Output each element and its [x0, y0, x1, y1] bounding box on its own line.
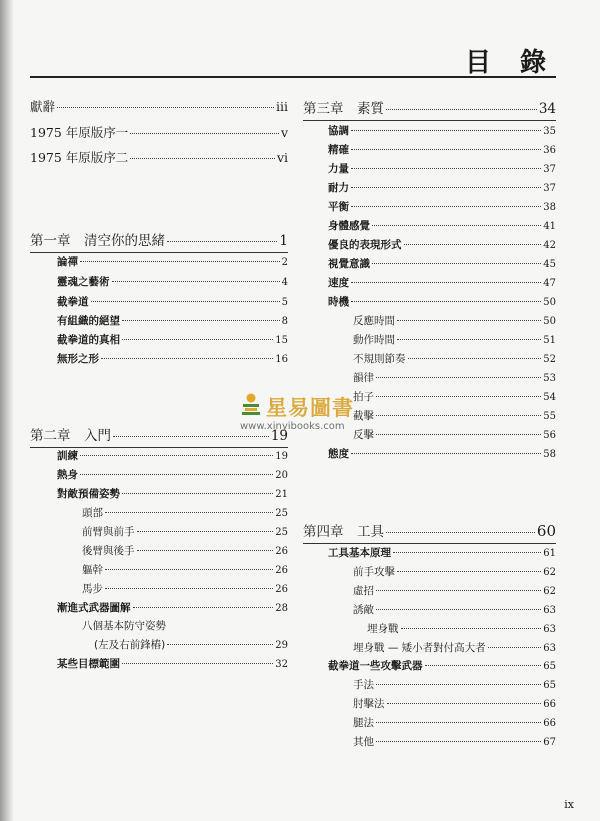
- dot-leader: [122, 663, 273, 664]
- toc-entry-label: 第四章 工具: [303, 524, 384, 540]
- toc-entry-label: 視覺意識: [328, 258, 370, 270]
- dot-leader: [376, 396, 541, 397]
- dot-leader: [351, 301, 541, 302]
- toc-entry-page: 66: [543, 699, 556, 710]
- dot-leader: [105, 512, 273, 513]
- toc-entry-sec: [57, 486, 288, 501]
- book-spine-shadow: [0, 0, 14, 821]
- dot-leader: [167, 241, 277, 242]
- toc-entry-label: 時機: [328, 296, 349, 308]
- toc-entry-page: iii: [276, 99, 288, 114]
- toc-entry-sub: [82, 524, 288, 539]
- toc-entry-label: 拍子: [353, 391, 374, 403]
- toc-entry-page: 16: [275, 354, 288, 365]
- toc-entry-label: 第二章 入門: [30, 428, 111, 444]
- toc-entry-label: 截拳道的真相: [57, 334, 120, 346]
- dot-leader: [351, 282, 541, 283]
- toc-entry-page: 37: [543, 183, 556, 194]
- toc-entry-page: 26: [275, 584, 288, 595]
- toc-entry-page: 15: [275, 335, 288, 346]
- toc-entry-label: 八個基本防守姿勢: [82, 620, 166, 632]
- toc-entry-sub: [367, 621, 556, 636]
- toc-entry-sub: [353, 715, 556, 730]
- toc-entry-sec: [328, 180, 556, 195]
- dot-leader: [488, 647, 542, 648]
- dot-leader: [130, 133, 279, 134]
- toc-entry-sub: [353, 583, 556, 598]
- toc-entry-page: 19: [275, 451, 288, 462]
- dot-leader: [397, 320, 541, 321]
- toc-entry-page: 54: [543, 392, 556, 403]
- toc-entry-sec: [328, 294, 556, 309]
- dot-leader: [387, 703, 542, 704]
- page-number: ix: [564, 798, 574, 811]
- toc-entry-sub: [353, 389, 556, 404]
- dot-leader: [376, 741, 541, 742]
- toc-entry-sub: [353, 351, 556, 366]
- toc-entry-label: 無形之形: [57, 353, 99, 365]
- toc-entry-label: 有組織的絕望: [57, 315, 120, 327]
- toc-entry-sec: [57, 294, 288, 309]
- toc-entry-sub: [353, 564, 556, 579]
- toc-entry-sub: [94, 637, 288, 652]
- toc-entry-sec: [57, 351, 288, 366]
- toc-entry-label: 埋身戰 — 矮小者對付高大者: [353, 642, 486, 654]
- toc-entry-sub: [82, 505, 288, 520]
- toc-entry-page: 37: [543, 164, 556, 175]
- dot-leader: [137, 531, 274, 532]
- toc-entry-page: 63: [543, 624, 556, 635]
- toc-entry-page: 21: [275, 489, 288, 500]
- dot-leader: [404, 244, 542, 245]
- toc-entry-page: 19: [270, 428, 288, 444]
- toc-entry-sec: [328, 218, 556, 233]
- dot-leader: [130, 158, 275, 159]
- toc-entry-sub: [353, 734, 556, 749]
- toc-entry-label: 某些目標範圍: [57, 658, 120, 670]
- toc-entry-chapter: [303, 97, 556, 121]
- toc-entry-page: 36: [543, 145, 556, 156]
- dot-leader: [112, 281, 280, 282]
- toc-entry-label: 1975 年原版序一: [30, 125, 129, 140]
- toc-entry-label: 速度: [328, 277, 349, 289]
- toc-entry-label: 截擊: [353, 410, 374, 422]
- dot-leader: [376, 415, 541, 416]
- dot-leader: [386, 532, 535, 533]
- toc-entry-page: v: [280, 125, 288, 140]
- toc-entry-label: 力量: [328, 163, 349, 175]
- dot-leader: [393, 552, 541, 553]
- dot-leader: [80, 455, 273, 456]
- toc-entry-page: 63: [543, 605, 556, 616]
- toc-entry-sub: [353, 332, 556, 347]
- toc-entry-sec: [57, 656, 288, 671]
- toc-entry-label: 前臂與前手: [82, 526, 135, 538]
- toc-entry-chapter: [303, 520, 556, 544]
- toc-entry-page: 50: [543, 297, 556, 308]
- toc-entry-label: 第三章 素質: [303, 101, 384, 117]
- toc-entry-page: vi: [276, 150, 288, 165]
- toc-entry-label: 馬步: [82, 583, 103, 595]
- toc-entry-page: 52: [543, 354, 556, 365]
- toc-entry-label: 後臂與後手: [82, 545, 135, 557]
- dot-leader: [80, 474, 273, 475]
- toc-entry-sub: [82, 543, 288, 558]
- toc-entry-page: 50: [543, 316, 556, 327]
- toc-entry-page: 26: [275, 546, 288, 557]
- toc-entry-sec: [328, 275, 556, 290]
- toc-entry-label: 精確: [328, 144, 349, 156]
- toc-entry-page: 35: [543, 126, 556, 137]
- toc-entry-label: 截拳道一些攻擊武器: [328, 660, 423, 672]
- toc-entry-label: 論禪: [57, 256, 78, 268]
- toc-entry-sub: [353, 677, 556, 692]
- toc-entry-page: 61: [543, 548, 556, 559]
- toc-entry-sub: [82, 581, 288, 596]
- dot-leader: [80, 261, 280, 262]
- header-rule: [30, 76, 556, 78]
- toc-entry-sec: [328, 446, 556, 461]
- toc-entry-label: 工具基本原理: [328, 547, 391, 559]
- toc-entry-page: 47: [543, 278, 556, 289]
- toc-entry-page: 25: [275, 527, 288, 538]
- dot-leader: [91, 301, 280, 302]
- toc-entry-page: 58: [543, 449, 556, 460]
- toc-entry-sub: [82, 618, 288, 633]
- toc-entry-label: 軀幹: [82, 564, 103, 576]
- toc-entry-sec: [328, 161, 556, 176]
- toc-entry-page: 26: [275, 565, 288, 576]
- toc-entry-sec: [57, 332, 288, 347]
- toc-entry-label: 動作時間: [353, 334, 395, 346]
- toc-entry-label: 對敵預備姿勢: [57, 488, 120, 500]
- toc-entry-page: 65: [543, 661, 556, 672]
- toc-entry-page: 34: [538, 101, 556, 117]
- dot-leader: [376, 590, 541, 591]
- toc-entry-label: 靈魂之藝術: [57, 276, 110, 288]
- toc-entry-sec: [57, 274, 288, 289]
- toc-entry-page: 20: [275, 470, 288, 481]
- toc-entry-sec: [328, 545, 556, 560]
- toc-entry-label: 肘擊法: [353, 698, 385, 710]
- toc-entry-page: 8: [281, 316, 288, 327]
- bookstore-logo-icon: [240, 392, 262, 418]
- toc-entry-sub: [353, 602, 556, 617]
- dot-leader: [372, 263, 541, 264]
- toc-entry-page: 63: [543, 643, 556, 654]
- toc-entry-page: 56: [543, 430, 556, 441]
- toc-entry-label: 熱身: [57, 469, 78, 481]
- toc-entry-label: 虛招: [353, 585, 374, 597]
- toc-entry-sec: [328, 256, 556, 271]
- toc-entry-front: [30, 123, 288, 141]
- dot-leader: [133, 607, 274, 608]
- toc-entry-label: 協調: [328, 125, 349, 137]
- toc-entry-sub: [353, 640, 556, 655]
- dot-leader: [376, 377, 541, 378]
- toc-entry-label: 反擊: [353, 429, 374, 441]
- toc-entry-label: 不規則節奏: [353, 353, 406, 365]
- toc-entry-label: 腿法: [353, 717, 374, 729]
- dot-leader: [122, 320, 280, 321]
- toc-entry-sub: [353, 408, 556, 423]
- dot-leader: [372, 225, 541, 226]
- page-title: 目 錄: [464, 48, 556, 78]
- toc-entry-page: 41: [543, 221, 556, 232]
- dot-leader: [113, 436, 269, 437]
- dot-leader: [137, 550, 274, 551]
- toc-entry-page: 1: [279, 233, 288, 249]
- toc-entry-label: 獻辭: [30, 99, 56, 114]
- toc-entry-sec: [328, 199, 556, 214]
- dot-leader: [105, 588, 273, 589]
- toc-entry-page: 25: [275, 508, 288, 519]
- toc-entry-label: 手法: [353, 679, 374, 691]
- toc-entry-sub: [353, 427, 556, 442]
- dot-leader: [351, 187, 541, 188]
- dot-leader: [57, 107, 274, 108]
- dot-leader: [397, 339, 541, 340]
- toc-entry-page: 5: [281, 297, 288, 308]
- toc-entry-sec: [328, 123, 556, 138]
- toc-entry-sec: [57, 448, 288, 463]
- toc-entry-label: 耐力: [328, 182, 349, 194]
- dot-leader: [351, 453, 541, 454]
- watermark-brand: 星易圖書: [266, 396, 354, 420]
- toc-entry-page: 42: [543, 240, 556, 251]
- dot-leader: [105, 569, 273, 570]
- toc-entry-sec: [57, 254, 288, 269]
- toc-entry-page: 53: [543, 373, 556, 384]
- toc-entry-page: 38: [543, 202, 556, 213]
- dot-leader: [351, 130, 541, 131]
- dot-leader: [397, 571, 541, 572]
- toc-entry-page: 66: [543, 718, 556, 729]
- dot-leader: [386, 109, 537, 110]
- toc-entry-sec: [328, 658, 556, 673]
- toc-entry-sub: [353, 696, 556, 711]
- toc-entry-page: 51: [543, 335, 556, 346]
- dot-leader: [376, 609, 541, 610]
- toc-entry-label: 1975 年原版序二: [30, 150, 129, 165]
- toc-entry-chapter: [30, 424, 288, 448]
- toc-entry-page: 32: [275, 659, 288, 670]
- toc-entry-label: 誘敵: [353, 604, 374, 616]
- toc-entry-chapter: [30, 229, 288, 253]
- toc-entry-sec: [328, 142, 556, 157]
- toc-entry-label: 韻律: [353, 372, 374, 384]
- dot-leader: [376, 722, 541, 723]
- toc-entry-sec: [57, 600, 288, 615]
- toc-entry-sub: [353, 370, 556, 385]
- toc-entry-label: 漸進式武器圖解: [57, 602, 131, 614]
- toc-entry-page: 55: [543, 411, 556, 422]
- toc-entry-front: [30, 148, 288, 166]
- dot-leader: [122, 339, 273, 340]
- toc-entry-sec: [328, 237, 556, 252]
- toc-entry-label: 截拳道: [57, 296, 89, 308]
- dot-leader: [351, 149, 541, 150]
- toc-entry-page: 4: [281, 277, 288, 288]
- dot-leader: [167, 644, 273, 645]
- toc-entry-page: 45: [543, 259, 556, 270]
- dot-leader: [101, 358, 273, 359]
- dot-leader: [376, 434, 541, 435]
- toc-entry-sub: [82, 562, 288, 577]
- toc-entry-page: 2: [281, 257, 288, 268]
- watermark-url: www.xinyibooks.com: [240, 421, 345, 432]
- toc-entry-label: 訓練: [57, 450, 78, 462]
- toc-entry-label: 第一章 清空你的思緒: [30, 233, 165, 249]
- toc-entry-label: 優良的表現形式: [328, 239, 402, 251]
- toc-entry-label: 態度: [328, 448, 349, 460]
- toc-entry-label: 前手攻擊: [353, 566, 395, 578]
- toc-entry-label: 頭部: [82, 507, 103, 519]
- toc-entry-page: 29: [275, 640, 288, 651]
- dot-leader: [425, 665, 542, 666]
- toc-entry-sec: [57, 313, 288, 328]
- toc-entry-page: 62: [543, 567, 556, 578]
- toc-entry-page: 67: [543, 737, 556, 748]
- toc-entry-page: 28: [275, 603, 288, 614]
- toc-entry-sec: [57, 467, 288, 482]
- toc-entry-label: 埋身戰: [367, 623, 399, 635]
- toc-entry-label: 平衡: [328, 201, 349, 213]
- toc-entry-page: 60: [536, 522, 556, 540]
- toc-entry-page: 65: [543, 680, 556, 691]
- dot-leader: [351, 206, 541, 207]
- dot-leader: [376, 684, 541, 685]
- toc-entry-label: 反應時間: [353, 315, 395, 327]
- toc-entry-label: (左及右前鋒樁): [94, 639, 166, 651]
- toc-entry-front: [30, 97, 288, 115]
- toc-entry-label: 其他: [353, 736, 374, 748]
- toc-entry-label: 身體感覺: [328, 220, 370, 232]
- dot-leader: [408, 358, 542, 359]
- toc-entry-page: 62: [543, 586, 556, 597]
- dot-leader: [351, 168, 541, 169]
- toc-entry-sub: [353, 313, 556, 328]
- dot-leader: [122, 493, 273, 494]
- dot-leader: [401, 628, 542, 629]
